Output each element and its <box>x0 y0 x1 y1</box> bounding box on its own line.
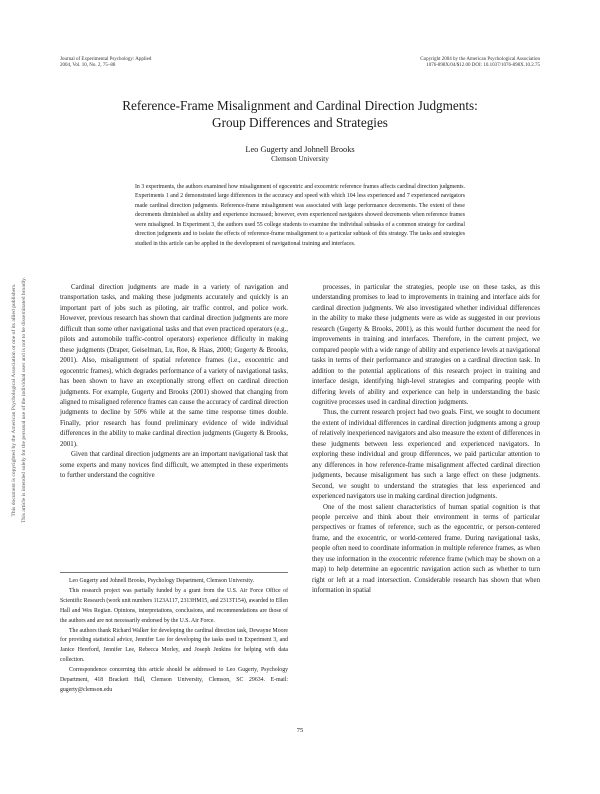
body-paragraph: processes, in particular the strategies, people use on these tasks, as this understanding promises to lead to improvements in training and interface aids for cardinal direction judgments. We also investigated whether individual differences in the ability to make these judgments were as wide as suggested in our previous research (Gugerty & Brooks, 2001), as this would further document the need for improvements in training and interfaces. Therefore, in the current project, we compared people with a wide range of ability and experience levels at navigational tasks in terms of their performance and strategies on a cardinal direction task. In addition to the potential applications of this research project in training and interface design, identifying high-level strategies and comparing people with differing levels of ability and experience can help in understanding the basic cognitive processes used in cardinal direction judgments. <box>312 284 540 406</box>
authors: Leo Gugerty and Johnell Brooks <box>245 145 355 154</box>
abstract: In 3 experiments, the authors examined how misalignment of egocentric and exocentric reference frames affects cardinal direction judgments. Experiments 1 and 2 demonstrated large differences in the accuracy and speed with which 104 less experienced and 7 experienced navigators made cardinal direction judgments. Reference-frame misalignment was associated with large performance decrements. The extent of these decrements diminished as ability and experience increased; however, even experienced navigators showed decrements when reference frames were misaligned. In Experiment 3, the authors used 55 college students to examine the individual subtasks of a common strategy for cardinal direction judgments and to isolate the effects of reference-frame misalignment to a particular subtask of this strategy. The tasks and strategies studied in this article can be applied in the development of navigational training and interfaces. <box>135 184 465 247</box>
footnote-divider <box>60 572 288 573</box>
journal-header <box>60 57 151 70</box>
side-notice-line-2: This article is intended solely for the personal use of the individual user and is not to be disseminated broadly. <box>21 276 27 524</box>
footnote: This research project was partially funded by a grant from the U.S. Air Force Office of Scientific Research (work unit numbers 1123A117, 2313HM15, and 2313T154), awarded to Ellen Hall and Wes Regian. Opinions, interpretations, conclusions, and recommendations are those of the authors and are not necessarily endorsed by the U.S. Air Force. <box>60 587 288 624</box>
body-paragraph: Thus, the current research project had two goals. First, we sought to document the extent of individual differences in cardinal direction judgments among a group of relatively inexperienced navigators and also measure the extent of differences in these judgments between less experienced and experienced navigators. In exploring these individual and group differences, we paid particular attention to any differences in how reference-frame misalignment affected cardinal direction judgments, because misalignment has such a large effect on these judgments. Second, we sought to understand the strategies that less experienced and experienced navigators use in making cardinal direction judgments. <box>312 409 540 501</box>
article-title <box>60 97 540 131</box>
title-line-1: Reference-Frame Misalignment and Cardinal Direction Judgments: <box>122 98 478 113</box>
right-column <box>312 283 540 597</box>
copyright-header <box>420 57 540 70</box>
affiliation: Clemson University <box>271 155 329 163</box>
left-column <box>60 283 288 482</box>
journal-volume: 2004, Vol. 10, No. 2, 75–88 <box>60 63 116 69</box>
footnote: Correspondence concerning this article should be addressed to Leo Gugerty, Psychology Department, 418 Brackett Hall, Clemson University, Clemson, SC 29634. E-mail: gugerty@clemson.edu <box>60 667 288 693</box>
body-paragraph: Cardinal direction judgments are made in a variety of navigation and transportation tasks, and making these judgments accurately and quickly is an important part of jobs such as piloting, air traffic control, and police work. However, previous research has shown that cardinal direction judgments are more difficult than some other navigational tasks and that even practiced operators (e.g., pilots and automobile traffic-control operators) experience difficulty in making these judgments (Draper, Geiselman, Lu, Roe, & Haas, 2000; Gugerty & Brooks, 2001). Also, misalignment of spatial reference frames (i.e., exocentric and egocentric frames), which degrades performance of a variety of navigational tasks, has been shown to have an exceptionally strong effect on cardinal direction judgments. For example, Gugerty and Brooks (2001) showed that changing from aligned to misaligned reference frames can cause the accuracy of cardinal direction judgments to decline by 50% while at the same time response times double. Finally, prior research has found preliminary evidence of wide individual differences in the ability to make cardinal direction judgments (Gugerty & Brooks, 2001). <box>60 284 288 448</box>
footnote: The authors thank Richard Walker for developing the cardinal direction task, Dewayne Moore for providing statistical advice, Jennifer Lee for developing the tasks used in Experiment 3, and Janice Hereford, Jennifer Lee, Rebecca Morley, and Joseph Jenkins for helping with data collection. <box>60 627 288 664</box>
body-paragraph: One of the most salient characteristics of human spatial cognition is that people perceive and think about their environment in terms of particular perspectives or frames of reference, such as the egocentric, or person-centered frame, and the exocentric, or world-centered frame. During navigational tasks, people often need to coordinate information in multiple reference frames, as when they use information in the exocentric reference frame (which may be shown on a map) to help determine an egocentric navigation action such as whether to turn right or left at a road intersection. Considerable research has shown that when information in spatial <box>312 503 540 595</box>
page-number: 75 <box>296 727 304 734</box>
journal-name: Journal of Experimental Psychology: Applied <box>60 57 152 62</box>
copyright-side-notice <box>4 220 34 580</box>
doi-line: 1076-898X/04/$12.00 DOI: 10.1037/1076-898X.10.2.75 <box>426 63 540 69</box>
title-line-2: Group Differences and Strategies <box>212 115 388 130</box>
body-paragraph: Given that cardinal direction judgments are an important navigational task that some experts and many novices find difficult, we attempted in these experiments to further understand the cognitive <box>60 451 288 480</box>
side-notice-line-1: This document is copyrighted by the American Psychological Association or one of its allied publishers. <box>11 283 17 517</box>
author-note <box>60 577 288 696</box>
footnote: Leo Gugerty and Johnell Brooks, Psychology Department, Clemson University. <box>69 578 254 584</box>
copyright-line: Copyright 2004 by the American Psychological Association <box>420 57 540 62</box>
